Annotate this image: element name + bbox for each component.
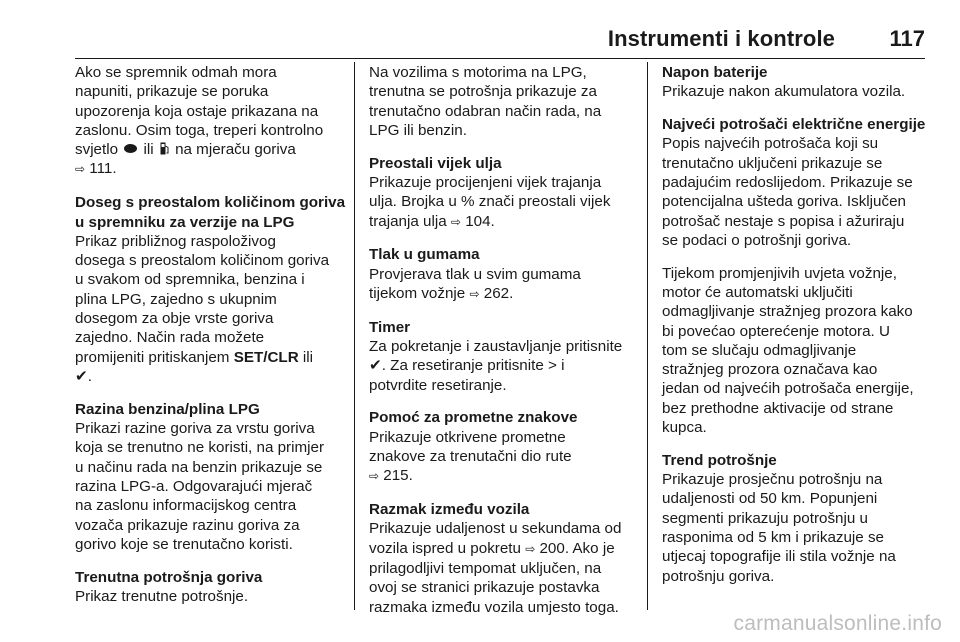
text-line: jedan od najvećih potrošača energije, xyxy=(662,380,914,398)
section-heading: Razmak između vozila xyxy=(369,501,530,519)
text-line: potvrdite resetiranje. xyxy=(369,376,507,394)
text-fragment: ili xyxy=(298,348,314,366)
section-heading: Napon baterije xyxy=(662,64,768,81)
text-line: ovoj se stranici prikazuje postavka xyxy=(369,579,600,597)
section-heading: Trend potrošnje xyxy=(662,451,777,469)
text-line: kupca. xyxy=(662,419,707,437)
section-fuel-level xyxy=(75,400,347,554)
text-line: Prikaz trenutne potrošnje. xyxy=(75,587,249,605)
text-line: Prikazuje otkrivene prometne xyxy=(369,428,566,446)
section-refuel-warning xyxy=(75,63,347,180)
text-line xyxy=(75,348,347,367)
watermark: carmanualsonline.info xyxy=(733,612,942,635)
text-line: motor će automatski uključiti xyxy=(662,283,853,301)
text-line: plina LPG, zajedno s ukupnim xyxy=(75,290,277,308)
page-reference[interactable]: 200. Ako je xyxy=(535,539,615,557)
fuel-pump-icon xyxy=(160,142,169,155)
text-line: LPG ili benzin. xyxy=(369,121,467,139)
text-fragment: . xyxy=(87,367,92,385)
text-fragment: tijekom vožnje xyxy=(369,284,466,302)
checkmark-icon: ✔ xyxy=(369,357,382,375)
chevron-right-icon: > xyxy=(548,357,557,375)
text-line: bez prethodne aktivacije od strane xyxy=(662,399,894,417)
text-line: vozača prikazuje razinu goriva za xyxy=(75,516,300,534)
page-reference[interactable]: 262. xyxy=(479,284,514,302)
text-line: dosega s preostalom količinom goriva xyxy=(75,252,330,270)
text-line: u svakom od spremnika, benzina i xyxy=(75,271,305,289)
section-timer xyxy=(369,318,635,395)
text-line: gorivo koje se trenutačno koristi. xyxy=(75,535,293,553)
section-defogger-note xyxy=(662,264,928,438)
button-name-set-clr: SET/CLR xyxy=(233,348,299,366)
reference-arrow-icon: ⇨ xyxy=(75,162,86,177)
text-line xyxy=(369,539,635,559)
section-heading: Preostali vijek ulja xyxy=(369,154,502,172)
page-number: 117 xyxy=(889,26,925,51)
text-line: prilagodljivi tempomat uključen, na xyxy=(369,560,602,578)
text-line: zajedno. Način rada možete xyxy=(75,329,265,347)
text-line: odmagljivanje stražnjeg prozora kako xyxy=(662,303,913,321)
text-line: koja se trenutno ne koristi, na primjer xyxy=(75,439,325,457)
text-line xyxy=(369,356,635,375)
text-line xyxy=(75,140,347,159)
section-heading: Pomoć za prometne znakove xyxy=(369,409,578,427)
text-line: trenutačno uključeni prikazuje se xyxy=(662,154,883,172)
text-line xyxy=(369,466,635,486)
reference-arrow-icon: ⇨ xyxy=(450,214,461,229)
section-heading: u spremniku za verzije na LPG xyxy=(75,213,295,231)
text-fragment: trajanja ulja xyxy=(369,212,447,230)
text-line: segmenti prikazuju potrošnju u xyxy=(662,509,868,527)
page-reference[interactable]: 104. xyxy=(460,212,495,230)
filled-dot-icon xyxy=(124,144,137,153)
section-battery-voltage xyxy=(662,63,928,102)
section-heading: Trenutna potrošnja goriva xyxy=(75,568,263,586)
text-line: Prikazuje nakon akumulatora vozila. xyxy=(662,83,906,101)
section-heading: Doseg s preostalom količinom goriva xyxy=(75,194,346,212)
section-current-consumption xyxy=(75,568,347,607)
text-line: stražnjeg prozora označava kao xyxy=(662,361,878,379)
text-fragment: ili xyxy=(139,141,158,159)
text-line: se podaci o potrošnji goriva. xyxy=(662,231,852,249)
text-line: Prikazuje prosječnu potrošnju na xyxy=(662,471,883,489)
text-line: trenutna se potrošnja prikazuje za xyxy=(369,83,597,101)
section-following-distance xyxy=(369,500,635,617)
page-reference[interactable]: 111. xyxy=(85,160,117,178)
text-line: potrošač nestaje s popisa i ažuriraju xyxy=(662,212,905,230)
text-line: utjecaj topografije ili stila vožnje na xyxy=(662,548,896,566)
text-line: zaslonu. Osim toga, treperi kontrolno xyxy=(75,121,324,139)
column-1 xyxy=(75,63,347,620)
checkmark-icon: ✔ xyxy=(75,367,88,385)
section-heading: Tlak u gumama xyxy=(369,246,480,264)
reference-arrow-icon: ⇨ xyxy=(369,469,380,484)
text-line: Prikazuje procijenjeni vijek trajanja xyxy=(369,173,602,191)
text-line: potencijalna ušteda goriva. Isključen xyxy=(662,193,906,211)
section-heading: Razina benzina/plina LPG xyxy=(75,400,260,418)
text-fragment: promijeniti pritiskanjem xyxy=(75,348,234,366)
section-top-consumers xyxy=(662,115,928,250)
page-reference[interactable]: 215. xyxy=(379,467,413,485)
text-line: udaljenosti od 50 km. Popunjeni xyxy=(662,490,878,508)
text-line: Ako se spremnik odmah mora xyxy=(75,64,277,81)
text-line: padajućim redoslijedom. Prikazuje se xyxy=(662,173,913,191)
text-line: Prikazuje udaljenost u sekundama od xyxy=(369,520,622,538)
text-line: Prikazi razine goriva za vrstu goriva xyxy=(75,420,315,438)
column-divider-1 xyxy=(354,62,355,610)
reference-arrow-icon: ⇨ xyxy=(525,541,536,556)
text-fragment: vozila ispred u pokretu xyxy=(369,539,521,557)
text-line: potrošnju goriva. xyxy=(662,567,775,585)
text-line xyxy=(369,284,635,304)
header-rule xyxy=(75,58,925,59)
text-line xyxy=(75,159,347,179)
text-line: rasponima od 5 km i prikazuje se xyxy=(662,529,885,547)
text-line: na zaslonu informacijskog centra xyxy=(75,497,297,515)
section-tyre-pressure xyxy=(369,245,635,304)
text-fragment: . Za resetiranje pritisnite xyxy=(381,357,549,375)
section-lpg-consumption xyxy=(369,63,635,140)
text-line: znakove za trenutačni dio rute xyxy=(369,448,572,466)
text-line: Za pokretanje i zaustavljanje pritisnite xyxy=(369,338,623,356)
text-line: razmaka između vozila umjesto toga. xyxy=(369,598,619,616)
text-line: razina LPG-a. Odgovarajući mjerač xyxy=(75,477,313,495)
text-line: Provjerava tlak u svim gumama xyxy=(369,265,581,283)
section-heading: Najveći potrošači električne energije xyxy=(662,116,926,134)
text-line: Prikaz približnog raspoloživog xyxy=(75,232,276,250)
section-heading: Timer xyxy=(369,318,411,336)
text-line: upozorenja koja ostaje prikazana na xyxy=(75,102,319,120)
text-line: Tijekom promjenjivih uvjeta vožnje, xyxy=(662,264,897,282)
page-header xyxy=(75,18,925,58)
text-line: napuniti, prikazuje se poruka xyxy=(75,83,269,101)
section-oil-life xyxy=(369,154,635,232)
section-consumption-trend xyxy=(662,451,928,586)
section-lpg-range xyxy=(75,193,347,386)
text-line: tom se slučaju odmagljivanje xyxy=(662,341,857,359)
reference-arrow-icon: ⇨ xyxy=(469,286,480,301)
text-line xyxy=(369,212,635,232)
column-divider-2 xyxy=(647,62,648,610)
text-line: bi povećao opterećenje motora. U xyxy=(662,322,890,340)
column-2 xyxy=(369,63,635,630)
text-fragment: i xyxy=(556,357,565,375)
text-line: Popis najvećih potrošača koji su xyxy=(662,135,879,153)
text-line: dosegom za obje vrste goriva xyxy=(75,310,274,328)
text-line: Na vozilima s motorima na LPG, xyxy=(369,64,587,81)
page-title: Instrumenti i kontrole xyxy=(607,26,835,51)
text-line: u načinu rada na benzin prikazuje se xyxy=(75,458,323,476)
section-traffic-signs xyxy=(369,408,635,486)
text-line: trenutačno odabran način rada, na xyxy=(369,102,602,120)
text-line xyxy=(75,367,347,386)
text-fragment: svjetlo xyxy=(75,141,123,159)
column-3 xyxy=(662,63,928,599)
text-line: ulja. Brojka u % znači preostali vijek xyxy=(369,193,611,211)
text-fragment: na mjeraču goriva xyxy=(170,141,296,159)
